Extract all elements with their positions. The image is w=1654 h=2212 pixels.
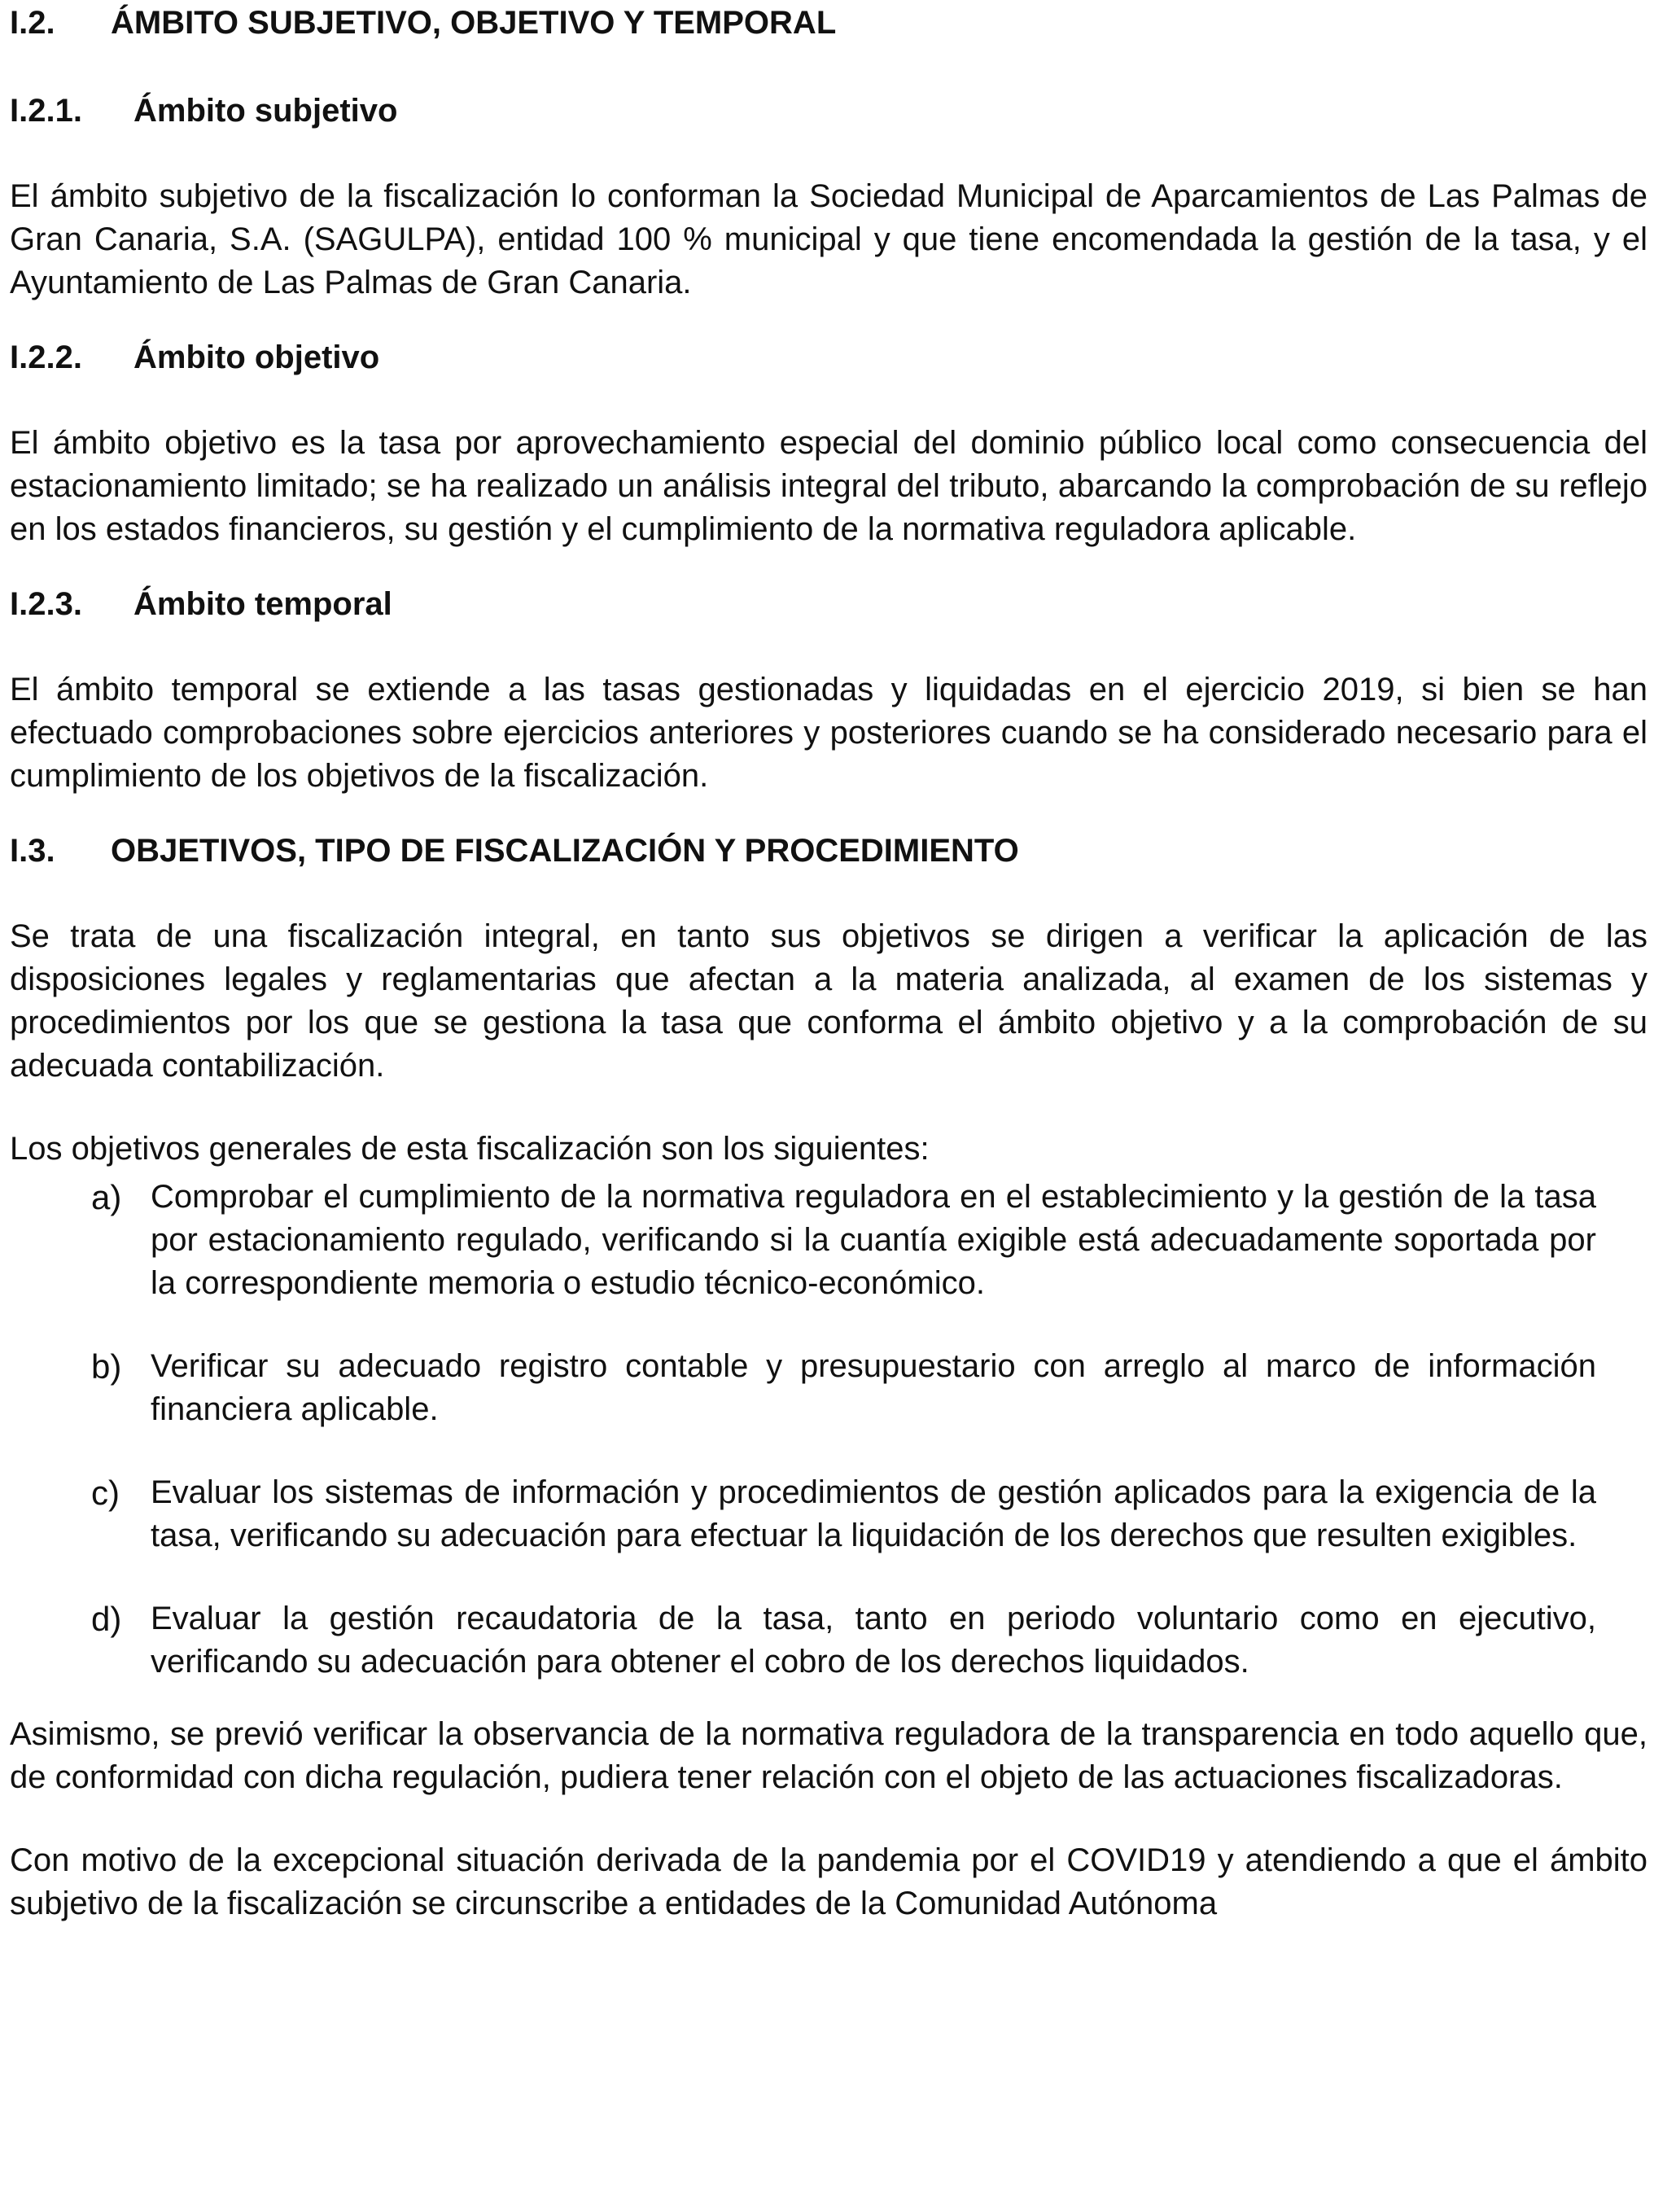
subsection-heading-i23 — [10, 582, 1647, 628]
paragraph-ambito-objetivo: El ámbito objetivo es la tasa por aprovechamiento especial del dominio público local como consecuencia del estacionamiento limitado; se ha realizado un análisis integral del tributo, abarcando la comprobación de su reflejo en los estados financieros, su gestión y el cumplimiento de la normativa reguladora aplicable. — [10, 425, 1647, 547]
list-item-text: Evaluar la gestión recaudatoria de la tasa, tanto en periodo voluntario como en ejecutivo, verificando su adecuación para obtener el cobro de los derechos liquidados. — [151, 1601, 1596, 1680]
subsection-heading-i22 — [10, 335, 1647, 381]
list-item-objective-d — [10, 1597, 1596, 1684]
list-item-text: Evaluar los sistemas de información y procedimientos de gestión aplicados para la exigencia de la tasa, verificando su adecuación para efectuar la liquidación de los derechos que resulten exigibles. — [151, 1474, 1596, 1553]
paragraph-objetivos-intro: Los objetivos generales de esta fiscalización son los siguientes: — [10, 1131, 930, 1167]
list-item-text: Comprobar el cumplimiento de la normativa reguladora en el establecimiento y la gestión de la tasa por estacionamiento regulado, verificando si la cuantía exigible está adecuadamente soportada por la correspondiente memoria o estudio técnico-económico. — [151, 1179, 1596, 1301]
section-title: OBJETIVOS, TIPO DE FISCALIZACIÓN Y PROCEDIMIENTO — [111, 833, 1019, 869]
paragraph-covid19: Con motivo de la excepcional situación derivada de la pandemia por el COVID19 y atendiendo a que el ámbito subjetivo de la fiscalización se circunscribe a entidades de la Comunidad Autónoma — [10, 1842, 1647, 1921]
section-number: I.3. — [10, 833, 55, 869]
paragraph-tipo-fiscalizacion: Se trata de una fiscalización integral, en tanto sus objetivos se dirigen a verificar la aplicación de las disposiciones legales y reglamentarias que afectan a la materia analizada, al examen de los sistemas y procedimientos por los que se gestiona la tasa que conforma el ámbito objetivo y a la comprobación de su adecuada contabilización. — [10, 918, 1647, 1084]
document-page — [10, 0, 1647, 1925]
subsection-title: Ámbito objetivo — [133, 339, 380, 375]
list-item-letter: a) — [91, 1178, 122, 1216]
paragraph-ambito-subjetivo: El ámbito subjetivo de la fiscalización lo conforman la Sociedad Municipal de Aparcamientos de Las Palmas de Gran Canaria, S.A. (SAGULPA), entidad 100 % municipal y que tiene encomendada la gestión de la tasa, y el Ayuntamiento de Las Palmas de Gran Canaria. — [10, 178, 1647, 300]
subsection-number: I.2.3. — [10, 586, 82, 622]
section-title: ÁMBITO SUBJETIVO, OBJETIVO Y TEMPORAL — [111, 5, 837, 41]
list-item-letter: d) — [91, 1600, 122, 1638]
subsection-number: I.2.2. — [10, 339, 82, 375]
list-item-letter: c) — [91, 1474, 120, 1512]
paragraph-transparencia: Asimismo, se previó verificar la observancia de la normativa reguladora de la transparencia en todo aquello que, de conformidad con dicha regulación, pudiera tener relación con el objeto de las actuaciones fiscalizadoras. — [10, 1716, 1647, 1795]
objectives-list — [10, 1176, 1647, 1684]
list-item-objective-c — [10, 1471, 1596, 1557]
paragraph-ambito-temporal: El ámbito temporal se extiende a las tasas gestionadas y liquidadas en el ejercicio 2019, si bien se han efectuado comprobaciones sobre ejercicios anteriores y posteriores cuando se ha considerado necesario para el cumplimiento de los objetivos de la fiscalización. — [10, 672, 1647, 794]
section-heading-i2 — [10, 1, 1647, 46]
section-number: I.2. — [10, 5, 55, 41]
subsection-title: Ámbito temporal — [133, 586, 392, 622]
subsection-title: Ámbito subjetivo — [133, 93, 398, 129]
list-item-objective-a — [10, 1176, 1596, 1305]
list-item-letter: b) — [91, 1347, 122, 1386]
subsection-heading-i21 — [10, 89, 1647, 134]
list-item-objective-b — [10, 1345, 1596, 1431]
subsection-number: I.2.1. — [10, 93, 82, 129]
list-item-text: Verificar su adecuado registro contable y presupuestario con arreglo al marco de información financiera aplicable. — [151, 1348, 1596, 1427]
section-heading-i3 — [10, 829, 1647, 874]
